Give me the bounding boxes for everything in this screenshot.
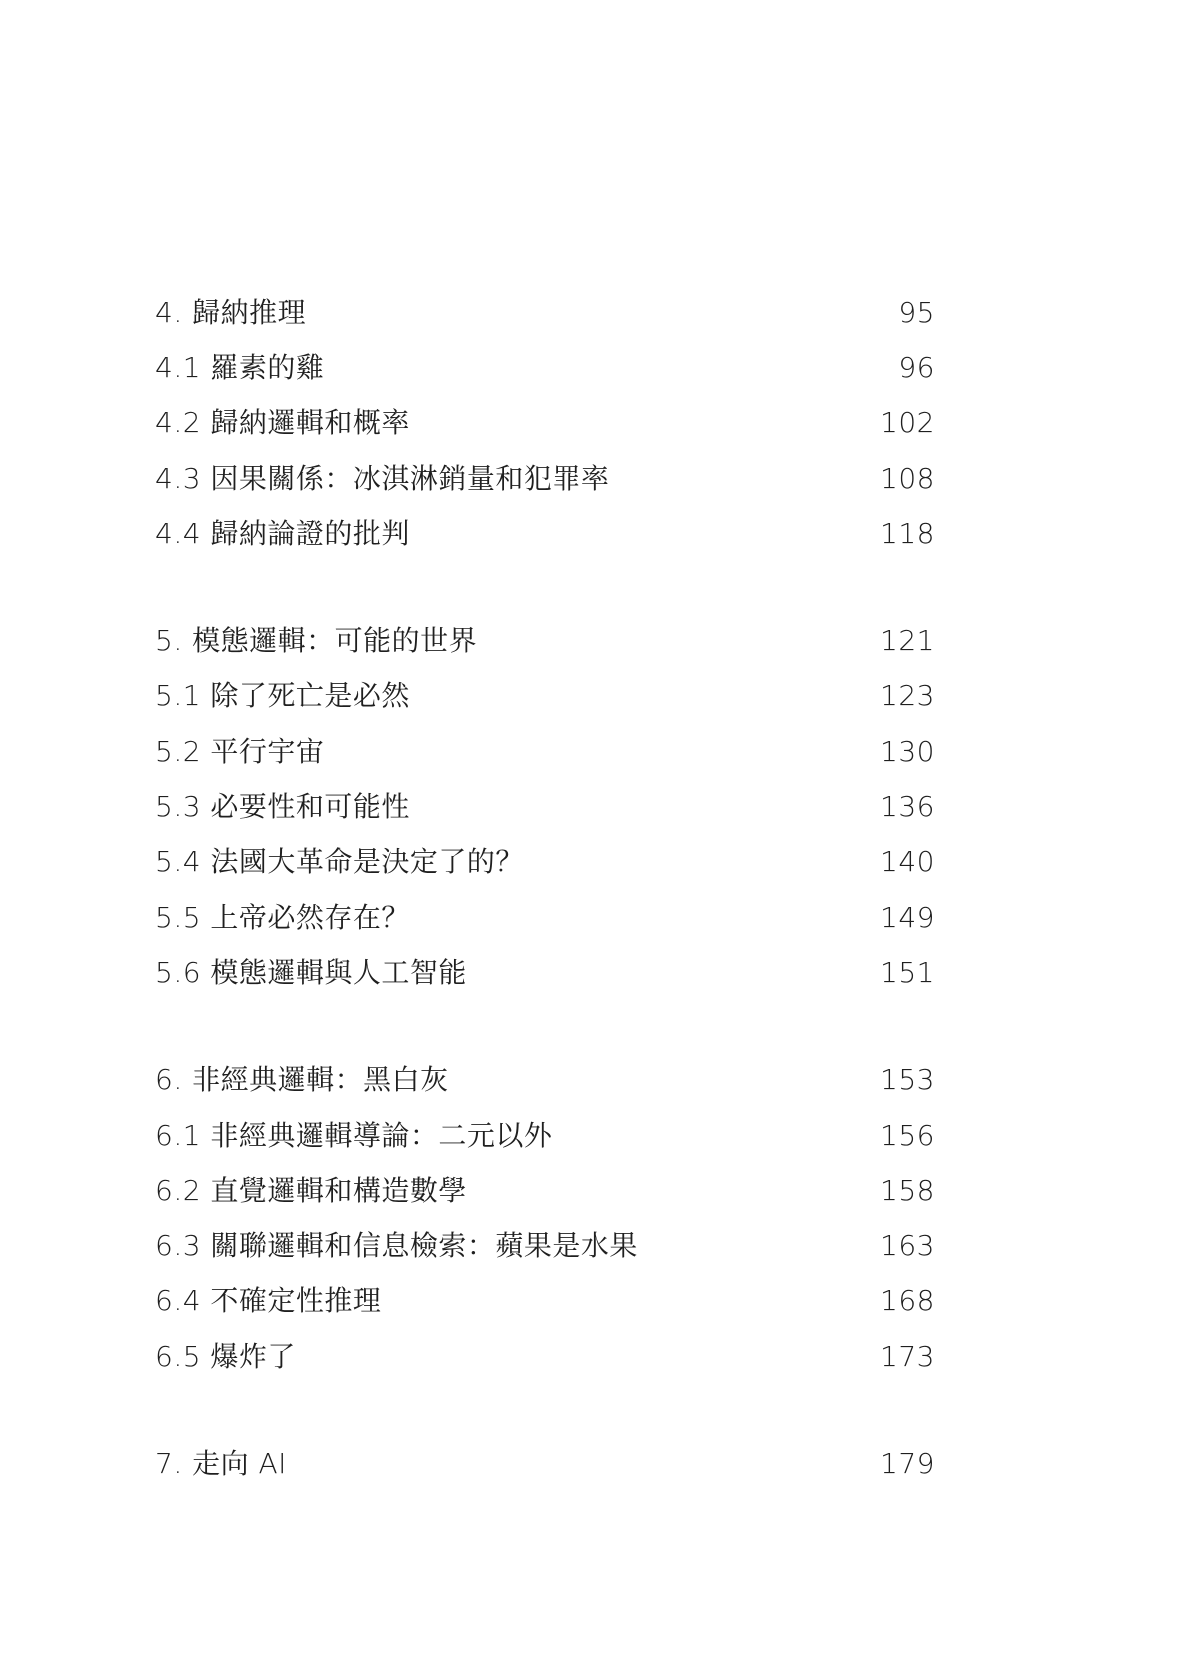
toc-entry[interactable] bbox=[155, 779, 935, 834]
toc-entry-page: 123 bbox=[880, 679, 935, 713]
toc-entry-page: 102 bbox=[880, 406, 935, 440]
toc-entry[interactable] bbox=[155, 1163, 935, 1218]
toc-entry[interactable] bbox=[155, 669, 935, 724]
toc-entry-page: 96 bbox=[898, 350, 935, 384]
toc-entry-page: 121 bbox=[880, 624, 935, 658]
toc-entry[interactable] bbox=[155, 1108, 935, 1163]
toc-entry-title: 4. 歸納推理 bbox=[155, 295, 307, 329]
toc-entry-page: 173 bbox=[880, 1339, 935, 1373]
toc-section-chapter-6 bbox=[155, 1053, 935, 1385]
toc-entry-page: 158 bbox=[880, 1173, 935, 1207]
toc-entry-page: 95 bbox=[898, 295, 935, 329]
toc-entry-page: 163 bbox=[880, 1229, 935, 1263]
toc-entry[interactable] bbox=[155, 1329, 935, 1384]
toc-entry-page: 108 bbox=[880, 461, 935, 495]
toc-entry-page: 156 bbox=[880, 1118, 935, 1152]
toc-entry-title: 5.1 除了死亡是必然 bbox=[155, 679, 410, 713]
toc-entry-title: 7. 走向 AI bbox=[155, 1446, 287, 1480]
toc-entry-page: 151 bbox=[880, 955, 935, 989]
toc-entry[interactable] bbox=[155, 613, 935, 668]
toc-entry[interactable] bbox=[155, 835, 935, 890]
toc-entry-title: 4.3 因果關係：冰淇淋銷量和犯罪率 bbox=[155, 461, 610, 495]
toc-entry-title: 4.1 羅素的雞 bbox=[155, 350, 325, 384]
toc-section-chapter-5 bbox=[155, 613, 935, 1000]
toc-entry-title: 6.1 非經典邏輯導論：二元以外 bbox=[155, 1118, 553, 1152]
toc-section-chapter-4 bbox=[155, 285, 935, 561]
toc-entry[interactable] bbox=[155, 451, 935, 506]
toc-entry-title: 6.4 不確定性推理 bbox=[155, 1284, 382, 1318]
toc-entry-page: 136 bbox=[880, 790, 935, 824]
toc-entry-title: 4.4 歸納論證的批判 bbox=[155, 516, 410, 550]
toc-entry-title: 5.2 平行宇宙 bbox=[155, 734, 325, 768]
toc-entry-title: 5.6 模態邏輯與人工智能 bbox=[155, 955, 467, 989]
toc-entry[interactable] bbox=[155, 1218, 935, 1273]
table-of-contents bbox=[155, 285, 935, 1492]
toc-entry[interactable] bbox=[155, 396, 935, 451]
toc-entry-page: 118 bbox=[880, 516, 935, 550]
toc-entry-page: 130 bbox=[880, 734, 935, 768]
toc-entry[interactable] bbox=[155, 890, 935, 945]
toc-entry[interactable] bbox=[155, 1053, 935, 1108]
toc-entry-page: 140 bbox=[880, 845, 935, 879]
toc-entry-title: 6.2 直覺邏輯和構造數學 bbox=[155, 1173, 467, 1207]
toc-entry-title: 6.5 爆炸了 bbox=[155, 1339, 296, 1373]
toc-entry[interactable] bbox=[155, 285, 935, 340]
toc-entry[interactable] bbox=[155, 506, 935, 561]
toc-entry-title: 6. 非經典邏輯：黑白灰 bbox=[155, 1063, 449, 1097]
toc-entry-title: 5. 模態邏輯：可能的世界 bbox=[155, 624, 478, 658]
toc-entry[interactable] bbox=[155, 1274, 935, 1329]
toc-entry[interactable] bbox=[155, 1436, 935, 1491]
toc-entry-title: 4.2 歸納邏輯和概率 bbox=[155, 406, 410, 440]
toc-entry-page: 168 bbox=[880, 1284, 935, 1318]
toc-entry[interactable] bbox=[155, 340, 935, 395]
toc-section-chapter-7 bbox=[155, 1436, 935, 1491]
toc-entry[interactable] bbox=[155, 724, 935, 779]
toc-entry-title: 5.3 必要性和可能性 bbox=[155, 790, 410, 824]
toc-entry-title: 6.3 關聯邏輯和信息檢索：蘋果是水果 bbox=[155, 1229, 638, 1263]
toc-entry-page: 149 bbox=[880, 900, 935, 934]
toc-entry[interactable] bbox=[155, 945, 935, 1000]
toc-entry-title: 5.4 法國大革命是決定了的？ bbox=[155, 845, 524, 879]
toc-entry-page: 153 bbox=[880, 1063, 935, 1097]
toc-entry-page: 179 bbox=[880, 1446, 935, 1480]
toc-entry-title: 5.5 上帝必然存在？ bbox=[155, 900, 410, 934]
